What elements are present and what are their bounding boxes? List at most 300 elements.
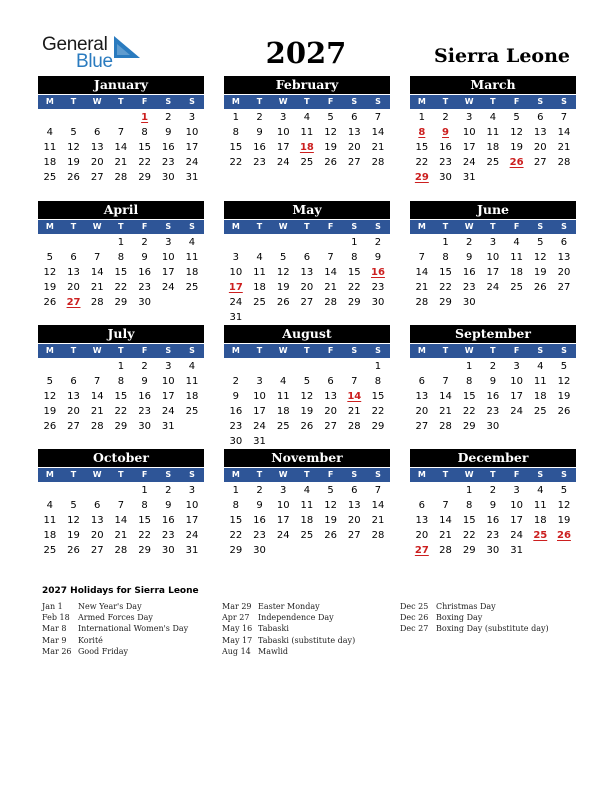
- holiday-row: [42, 623, 188, 634]
- day-cell: 13: [415, 515, 429, 526]
- weekday-header: S: [351, 346, 358, 355]
- day-cell: 23: [486, 406, 500, 417]
- day-cell: 21: [324, 282, 337, 293]
- day-cell: 7: [327, 252, 334, 263]
- day-cell: 3: [513, 361, 520, 372]
- day-cell: 30: [253, 545, 266, 556]
- empty-day-cell: [319, 359, 343, 374]
- day-cell: 12: [300, 391, 314, 402]
- day-cell: 18: [43, 157, 57, 168]
- weekday-header: F: [513, 346, 520, 355]
- day-cell: 10: [486, 252, 500, 263]
- day-cell: 7: [418, 252, 426, 263]
- weekday-header: F: [141, 346, 148, 355]
- day-cell: 24: [185, 157, 199, 168]
- day-cell: 4: [256, 252, 263, 263]
- day-cell: 21: [90, 406, 104, 417]
- day-cell: 10: [462, 127, 476, 138]
- weekday-header: F: [141, 470, 148, 479]
- day-cell: 15: [229, 142, 243, 153]
- weekday-header: T: [256, 346, 263, 355]
- holiday-row: [42, 635, 188, 646]
- day-cell: 11: [185, 376, 199, 387]
- day-cell: 1: [466, 361, 473, 372]
- day-cell: 22: [462, 406, 476, 417]
- day-cell: 13: [90, 515, 104, 526]
- weekday-header: M: [417, 222, 426, 231]
- day-cell: 5: [513, 112, 520, 123]
- day-cell: 21: [439, 406, 452, 417]
- day-cell: 19: [67, 157, 80, 168]
- day-cell: 26: [43, 297, 57, 308]
- day-cell: 29: [138, 172, 151, 183]
- day-cell: 2: [489, 361, 497, 372]
- day-cell: 7: [94, 376, 101, 387]
- empty-day-cell: [62, 483, 86, 498]
- weekday-header: T: [304, 470, 310, 479]
- weekday-header: S: [189, 346, 195, 355]
- holiday-name: New Year's Day: [78, 602, 142, 611]
- day-cell: 23: [138, 406, 151, 417]
- day-cell: 9: [141, 252, 148, 263]
- weekday-header: T: [304, 222, 310, 231]
- day-cell: 11: [533, 376, 547, 387]
- day-cell: 29: [462, 421, 476, 432]
- day-cell: 22: [347, 282, 361, 293]
- day-cell: 14: [90, 267, 104, 278]
- holiday-date: Dec 25: [400, 602, 429, 611]
- day-cell: 28: [439, 545, 452, 556]
- weekday-header: T: [490, 346, 496, 355]
- holiday-name: Tabaski (substitute day): [258, 635, 356, 645]
- day-cell: 30: [138, 421, 151, 432]
- day-cell: 15: [439, 267, 452, 278]
- weekday-header: W: [464, 97, 474, 106]
- day-cell: 15: [114, 391, 128, 402]
- month-october: [38, 449, 204, 558]
- day-cell: 23: [371, 282, 385, 293]
- holiday-day-cell: 14: [347, 391, 362, 402]
- day-cell: 16: [486, 391, 500, 402]
- day-cell: 5: [327, 112, 334, 123]
- day-cell: 30: [439, 172, 452, 183]
- day-cell: 26: [533, 282, 547, 293]
- day-cell: 14: [371, 500, 385, 511]
- holiday-row: [222, 601, 355, 612]
- day-cell: 28: [90, 421, 104, 432]
- weekday-header: S: [375, 222, 381, 231]
- day-cell: 24: [253, 421, 266, 432]
- weekday-header: M: [231, 346, 240, 355]
- day-cell: 27: [347, 530, 361, 541]
- day-cell: 13: [324, 391, 337, 402]
- day-cell: 12: [533, 252, 547, 263]
- day-cell: 20: [533, 142, 547, 153]
- day-cell: 26: [324, 157, 337, 168]
- day-cell: 16: [253, 142, 266, 153]
- day-cell: 12: [324, 127, 337, 138]
- day-cell: 8: [232, 127, 240, 138]
- day-cell: 16: [161, 142, 175, 153]
- day-cell: 17: [276, 142, 290, 153]
- empty-day-cell: [248, 235, 272, 250]
- day-cell: 9: [232, 391, 240, 402]
- day-cell: 17: [276, 515, 290, 526]
- day-cell: 28: [371, 157, 385, 168]
- day-cell: 2: [165, 112, 172, 123]
- day-cell: 14: [324, 267, 337, 278]
- weekday-header: S: [375, 346, 381, 355]
- day-cell: 2: [374, 237, 382, 248]
- empty-day-cell: [319, 235, 343, 250]
- day-cell: 25: [185, 282, 199, 293]
- day-cell: 23: [138, 282, 151, 293]
- day-cell: 27: [533, 157, 547, 168]
- weekday-header: T: [256, 97, 263, 106]
- empty-day-cell: [410, 483, 434, 498]
- month-june: [410, 201, 576, 310]
- day-cell: 9: [165, 127, 172, 138]
- empty-day-cell: [85, 110, 109, 125]
- day-cell: 19: [533, 267, 547, 278]
- day-cell: 11: [533, 500, 547, 511]
- day-cell: 10: [161, 252, 175, 263]
- day-grid: [38, 235, 204, 310]
- month-title: June: [410, 201, 576, 219]
- day-cell: 1: [232, 485, 240, 496]
- day-cell: 15: [371, 391, 385, 402]
- day-cell: 8: [466, 376, 473, 387]
- day-cell: 14: [114, 142, 128, 153]
- day-grid: [38, 110, 204, 185]
- day-cell: 6: [303, 252, 311, 263]
- day-cell: 3: [466, 112, 473, 123]
- day-cell: 25: [300, 530, 314, 541]
- weekday-header: T: [70, 97, 77, 106]
- weekday-header: S: [537, 346, 544, 355]
- weekday-header: S: [351, 222, 358, 231]
- day-cell: 9: [489, 500, 497, 511]
- day-cell: 24: [229, 297, 243, 308]
- holiday-day-cell: 16: [371, 267, 385, 278]
- holiday-name: Mawlid: [258, 646, 289, 656]
- holiday-date: Mar 26: [42, 646, 72, 656]
- day-cell: 25: [300, 157, 314, 168]
- weekday-header: F: [327, 97, 334, 106]
- day-cell: 20: [67, 282, 80, 293]
- weekday-header: W: [464, 346, 474, 355]
- month-title: December: [410, 449, 576, 467]
- weekday-header: W: [92, 346, 102, 355]
- day-cell: 12: [276, 267, 290, 278]
- holiday-date: Feb 18: [42, 613, 70, 623]
- day-cell: 19: [67, 530, 80, 541]
- day-cell: 27: [300, 297, 314, 308]
- day-cell: 25: [533, 406, 547, 417]
- day-cell: 18: [486, 142, 500, 153]
- day-cell: 22: [462, 530, 476, 541]
- holiday-day-cell: 9: [442, 127, 450, 138]
- weekday-header-row: [38, 95, 204, 109]
- weekday-header-row: [38, 220, 204, 234]
- weekday-header: W: [278, 470, 288, 479]
- weekday-header-row: [410, 95, 576, 109]
- day-cell: 14: [439, 515, 452, 526]
- day-cell: 18: [185, 391, 199, 402]
- day-cell: 16: [229, 406, 243, 417]
- weekday-header: S: [375, 97, 381, 106]
- day-cell: 12: [67, 515, 80, 526]
- weekday-header: S: [375, 470, 381, 479]
- day-cell: 16: [138, 391, 151, 402]
- day-cell: 8: [117, 376, 125, 387]
- day-cell: 24: [276, 157, 290, 168]
- holiday-row: [222, 623, 355, 634]
- weekday-header: W: [278, 97, 288, 106]
- weekday-header: T: [70, 346, 77, 355]
- month-may: [224, 201, 390, 325]
- weekday-header: S: [561, 97, 567, 106]
- weekday-header-row: [224, 220, 390, 234]
- month-august: [224, 325, 390, 449]
- day-cell: 2: [489, 485, 497, 496]
- day-cell: 9: [256, 500, 263, 511]
- weekday-header-row: [224, 95, 390, 109]
- holiday-column: [222, 601, 355, 657]
- day-grid: [224, 359, 390, 449]
- day-cell: 15: [462, 391, 476, 402]
- day-cell: 11: [43, 515, 57, 526]
- weekday-header: W: [92, 470, 102, 479]
- day-cell: 10: [229, 267, 243, 278]
- holiday-row: [222, 635, 355, 646]
- day-cell: 16: [138, 267, 151, 278]
- month-february: [224, 76, 390, 170]
- day-cell: 4: [303, 485, 311, 496]
- day-cell: 25: [43, 172, 57, 183]
- weekday-header: S: [561, 222, 567, 231]
- day-cell: 29: [462, 545, 476, 556]
- weekday-header: S: [165, 97, 172, 106]
- empty-day-cell: [85, 235, 109, 250]
- holiday-name: Christmas Day: [436, 602, 496, 611]
- holiday-column: [400, 601, 549, 635]
- day-cell: 9: [165, 500, 172, 511]
- day-grid: [224, 483, 390, 558]
- day-cell: 15: [229, 515, 243, 526]
- day-cell: 3: [232, 252, 240, 263]
- day-cell: 23: [229, 421, 243, 432]
- weekday-header-row: [224, 468, 390, 482]
- holiday-row: [42, 646, 188, 657]
- day-cell: 17: [510, 391, 523, 402]
- holiday-day-cell: 27: [66, 297, 81, 308]
- weekday-header: W: [92, 222, 102, 231]
- day-cell: 16: [439, 142, 452, 153]
- holiday-date: Mar 29: [222, 602, 252, 611]
- holiday-name: Boxing Day: [436, 613, 483, 623]
- empty-day-cell: [224, 359, 248, 374]
- day-cell: 5: [327, 485, 334, 496]
- day-cell: 6: [537, 112, 544, 123]
- day-grid: [224, 235, 390, 325]
- day-cell: 22: [138, 530, 151, 541]
- holiday-day-cell: 26: [557, 530, 571, 541]
- day-cell: 12: [43, 391, 57, 402]
- holiday-date: Jan 1: [42, 602, 63, 611]
- day-cell: 4: [537, 361, 544, 372]
- weekday-header-row: [410, 220, 576, 234]
- day-cell: 6: [351, 112, 358, 123]
- day-cell: 24: [161, 282, 175, 293]
- day-grid: [38, 483, 204, 558]
- day-cell: 29: [347, 297, 361, 308]
- weekday-header-row: [410, 468, 576, 482]
- day-cell: 14: [415, 267, 429, 278]
- day-cell: 28: [90, 297, 104, 308]
- day-cell: 8: [442, 252, 449, 263]
- day-cell: 28: [324, 297, 337, 308]
- day-cell: 23: [462, 282, 476, 293]
- holiday-name: Easter Monday: [258, 602, 320, 611]
- empty-day-cell: [38, 110, 62, 125]
- day-cell: 27: [415, 421, 429, 432]
- day-cell: 4: [188, 237, 196, 248]
- day-cell: 29: [229, 545, 243, 556]
- weekday-header: W: [278, 346, 288, 355]
- day-cell: 31: [229, 312, 243, 323]
- day-cell: 13: [533, 127, 547, 138]
- day-cell: 10: [161, 376, 175, 387]
- holiday-day-cell: 1: [141, 112, 149, 123]
- day-cell: 20: [347, 142, 361, 153]
- country-title: Sierra Leone: [434, 45, 570, 67]
- day-cell: 18: [185, 267, 199, 278]
- day-cell: 2: [256, 485, 263, 496]
- weekday-header: S: [189, 470, 195, 479]
- day-cell: 3: [188, 112, 196, 123]
- day-cell: 7: [351, 376, 358, 387]
- day-cell: 5: [303, 376, 311, 387]
- day-cell: 24: [510, 530, 523, 541]
- day-cell: 19: [557, 515, 571, 526]
- day-cell: 21: [371, 515, 385, 526]
- day-cell: 19: [557, 391, 571, 402]
- weekday-header: T: [256, 222, 263, 231]
- day-cell: 10: [510, 500, 523, 511]
- weekday-header: T: [70, 470, 77, 479]
- day-cell: 7: [374, 485, 382, 496]
- day-cell: 2: [256, 112, 263, 123]
- month-title: February: [224, 76, 390, 94]
- day-cell: 11: [300, 500, 314, 511]
- day-cell: 8: [141, 127, 148, 138]
- weekday-header: M: [231, 97, 240, 106]
- holiday-day-cell: 8: [418, 127, 426, 138]
- day-cell: 30: [161, 545, 175, 556]
- holiday-date: May 17: [222, 635, 253, 645]
- day-cell: 4: [46, 127, 54, 138]
- day-cell: 4: [537, 485, 544, 496]
- empty-day-cell: [271, 359, 295, 374]
- day-cell: 22: [415, 157, 429, 168]
- day-cell: 11: [43, 142, 57, 153]
- day-cell: 21: [439, 530, 452, 541]
- day-cell: 6: [94, 500, 101, 511]
- holiday-row: [42, 601, 188, 612]
- day-cell: 28: [557, 157, 571, 168]
- month-november: [224, 449, 390, 558]
- month-title: May: [224, 201, 390, 219]
- day-cell: 23: [253, 530, 266, 541]
- day-cell: 24: [486, 282, 500, 293]
- day-cell: 29: [371, 421, 385, 432]
- day-cell: 2: [141, 361, 148, 372]
- day-cell: 6: [418, 500, 426, 511]
- weekday-header: T: [490, 97, 496, 106]
- weekday-header: M: [417, 97, 426, 106]
- day-cell: 26: [300, 421, 314, 432]
- month-title: March: [410, 76, 576, 94]
- holidays-title: 2027 Holidays for Sierra Leone: [42, 586, 199, 596]
- weekday-header: M: [45, 222, 54, 231]
- day-cell: 13: [67, 267, 80, 278]
- day-cell: 21: [371, 142, 385, 153]
- day-cell: 1: [466, 485, 473, 496]
- day-cell: 30: [229, 436, 243, 447]
- day-cell: 12: [43, 267, 57, 278]
- day-cell: 29: [114, 421, 128, 432]
- day-cell: 4: [280, 376, 287, 387]
- month-title: July: [38, 325, 204, 343]
- day-cell: 28: [371, 530, 385, 541]
- day-cell: 12: [67, 142, 80, 153]
- day-cell: 22: [229, 157, 243, 168]
- day-grid: [410, 110, 576, 185]
- day-cell: 17: [462, 142, 476, 153]
- weekday-header: T: [118, 222, 124, 231]
- day-cell: 15: [347, 267, 361, 278]
- day-cell: 16: [462, 267, 476, 278]
- weekday-header: F: [513, 470, 520, 479]
- day-cell: 31: [161, 421, 175, 432]
- day-cell: 20: [90, 530, 104, 541]
- day-cell: 25: [43, 545, 57, 556]
- month-september: [410, 325, 576, 434]
- day-cell: 17: [510, 515, 523, 526]
- day-cell: 10: [276, 127, 290, 138]
- empty-day-cell: [38, 483, 62, 498]
- day-cell: 24: [185, 530, 199, 541]
- day-cell: 7: [117, 500, 125, 511]
- day-cell: 8: [466, 500, 473, 511]
- holiday-name: International Women's Day: [78, 624, 189, 634]
- day-cell: 25: [510, 282, 523, 293]
- empty-day-cell: [271, 235, 295, 250]
- empty-day-cell: [62, 235, 86, 250]
- month-title: September: [410, 325, 576, 343]
- day-cell: 8: [374, 376, 382, 387]
- day-cell: 22: [229, 530, 243, 541]
- day-cell: 11: [276, 391, 290, 402]
- day-cell: 27: [90, 172, 104, 183]
- day-cell: 2: [232, 376, 240, 387]
- day-cell: 18: [533, 391, 547, 402]
- day-cell: 6: [70, 252, 77, 263]
- holiday-row: [400, 612, 549, 623]
- day-cell: 20: [67, 406, 80, 417]
- day-cell: 5: [70, 127, 77, 138]
